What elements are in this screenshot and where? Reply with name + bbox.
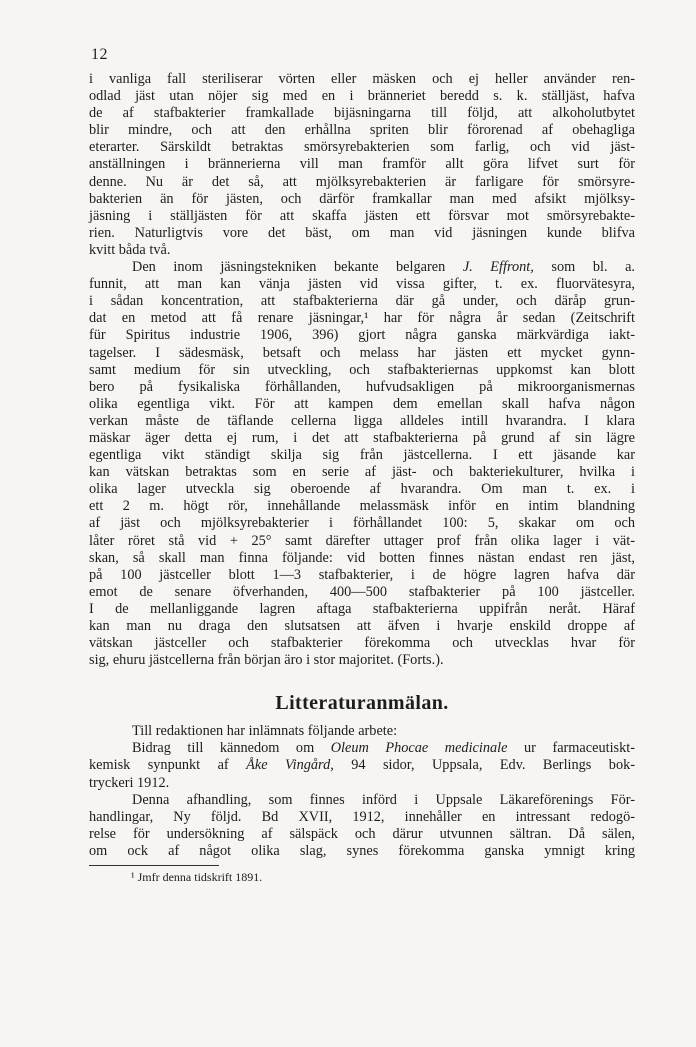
article-column	[89, 71, 635, 884]
text-line: eterarter. Särskildt betraktas smörsyrebakterien som farlig, och vid jäst-	[89, 139, 635, 156]
review-author: Åke Vingård,	[246, 757, 334, 774]
text-line: mäskar äger detta ej rum, i det att stafbakterierna på grund af sin lägre	[89, 429, 635, 446]
text-line: ett 2 m. högt rör, innehållande melassmäsk inför en intim blandning	[89, 498, 635, 515]
text-line: jäsning i ställjästen för att skaffa jästen ett försvar mot smörsyrebakte-	[89, 207, 635, 224]
footnote: ¹ Jmfr denna tidskrift 1891.	[131, 870, 263, 885]
text-line: handlingar, Ny följd. Bd XVII, 1912, innehåller en intressant redogö-	[89, 808, 635, 825]
text-line: denne. Nu är det så, att mjölksyrebakterien är farligare för smörsyre-	[89, 173, 635, 190]
text-line: funnit, att man kan vänja jästen vid vissa gifter, t. ex. fluorvätesyra,	[89, 276, 635, 293]
text-line: i sådan koncentration, att stafbakterierna där gå under, och däråp grun-	[89, 293, 635, 310]
text-line: Denna afhandling, som finnes införd i Uppsale Läkareförenings För-	[132, 791, 635, 808]
review-block	[89, 723, 635, 860]
text-line: låter röret stå vid + 25° samt därefter uttager prof från olika lager i vät-	[89, 532, 635, 549]
author-name: J. Effront,	[462, 259, 534, 276]
text-line: blir mindre, och att den erhållna spriten blir förorenad af obehagliga	[89, 122, 635, 139]
text-line: sig, ehuru jästcellerna från början äro i stor majoritet. (Forts.).	[89, 652, 444, 669]
text-line: om ock af något olika slag, synes förekomma ganska ymnigt kring	[89, 842, 635, 859]
text-line: vätskan jästceller och stafbakterier förekomma och utvecklas hvar för	[89, 635, 635, 652]
text-line: emot de senare öfverhanden, 400—500 stafbakterier på 100 jästceller.	[89, 583, 635, 600]
text-line: tagelser. I sädesmäsk, betsaft och melass har jästen ett mycket gynn-	[89, 344, 635, 361]
review-intro: Till redaktionen har inlämnats följande arbete:	[132, 723, 398, 740]
text-line: samt medium för sin utveckling, och stafbakteriernas uppkomst kan blott	[89, 361, 635, 378]
section-title: Litteraturanmälan.	[275, 692, 449, 715]
text-line: kvitt båda två.	[89, 241, 171, 258]
text-line: I de mellanliggande lagren aftaga stafbakterierna uppifrån neråt. Häraf	[89, 600, 635, 617]
text-line: på 100 jästceller blott 1—3 stafbakterier, i de högre lagren hafva där	[89, 566, 635, 583]
text-line: für Spiritus industrie 1906, 396) gjort några ganska märkvärdiga iakt-	[89, 327, 635, 344]
review-work-title: Oleum Phocae medicinale	[330, 740, 508, 757]
text-line: rien. Naturligtvis vore det bäst, om man vid jäsningen kunde blifva	[89, 224, 635, 241]
review-title-line: Bidrag till kännedom om Oleum Phocae medicinale ur farmaceutiskt-	[132, 740, 636, 757]
footnote-rule	[89, 865, 219, 866]
text-line: egentliga vikt ständigt skilja sig från jästcellerna. I ett jäsande kar	[89, 447, 635, 464]
page-number: 12	[91, 46, 108, 63]
text-line: bakterien än för jästen, och därför framkallar man med afsikt mjölksy-	[89, 190, 635, 207]
text-line: olika egentliga vikt. För att kampen dem emellan skall hafva någon	[89, 395, 635, 412]
paragraph-fermentation	[89, 71, 635, 259]
paragraph-effront	[89, 259, 635, 669]
text-line: kan vätskan betraktas som en serie af jäst- och bakteriekulturer, hvilka i	[89, 464, 635, 481]
text-line: dat en metod att få renare jäsningar,¹ har för några år sedan (Zeitschrift	[89, 310, 635, 327]
text-line: kan man nu draga den slutsatsen att äfven i hvarje enskild droppe af	[89, 618, 635, 634]
review-author-line: kemisk synpunkt af Åke Vingård, 94 sidor, Uppsala, Edv. Berlings bok-	[89, 757, 636, 774]
review-printer: tryckeri 1912.	[89, 774, 170, 791]
text-line: anställningen i brännerierna vill man framför allt göra lifvet surt för	[89, 156, 635, 173]
text-line: bero på fysikaliska förhållanden, hufvudsakligen på mikroorganismernas	[89, 378, 635, 395]
text-line: odlad jäst utan nöjer sig med en i bränneriet beredd s. k. ställjäst, hafva	[89, 88, 635, 105]
text-line: af jäst och mjölksyrebakterier i förhållandet 100: 5, skakar om och	[89, 515, 635, 532]
text-line: de af stafbakterier framkallade bijäsningarna till följd, att alkoholutbytet	[89, 105, 635, 122]
text-line: i vanliga fall steriliserar vörten eller mäsken och ej heller använder ren-	[89, 71, 635, 87]
text-line: relse för undersökning af sälspäck och därur utvunnen sältran. Då sälen,	[89, 825, 635, 842]
text-line: verkan måste de täflande cellerna ligga alldeles intill hvarandra. I klara	[89, 412, 635, 429]
text-line: olika lager utveckla sig oberoende af hvarandra. Om man t. ex. i	[89, 481, 635, 498]
text-line: Den inom jäsningstekniken bekante belgaren J. Effront, som bl. a.	[132, 259, 636, 276]
text-line: skan, så skall man finna följande: vid botten finnes nästan endast ren jäst,	[89, 549, 635, 566]
